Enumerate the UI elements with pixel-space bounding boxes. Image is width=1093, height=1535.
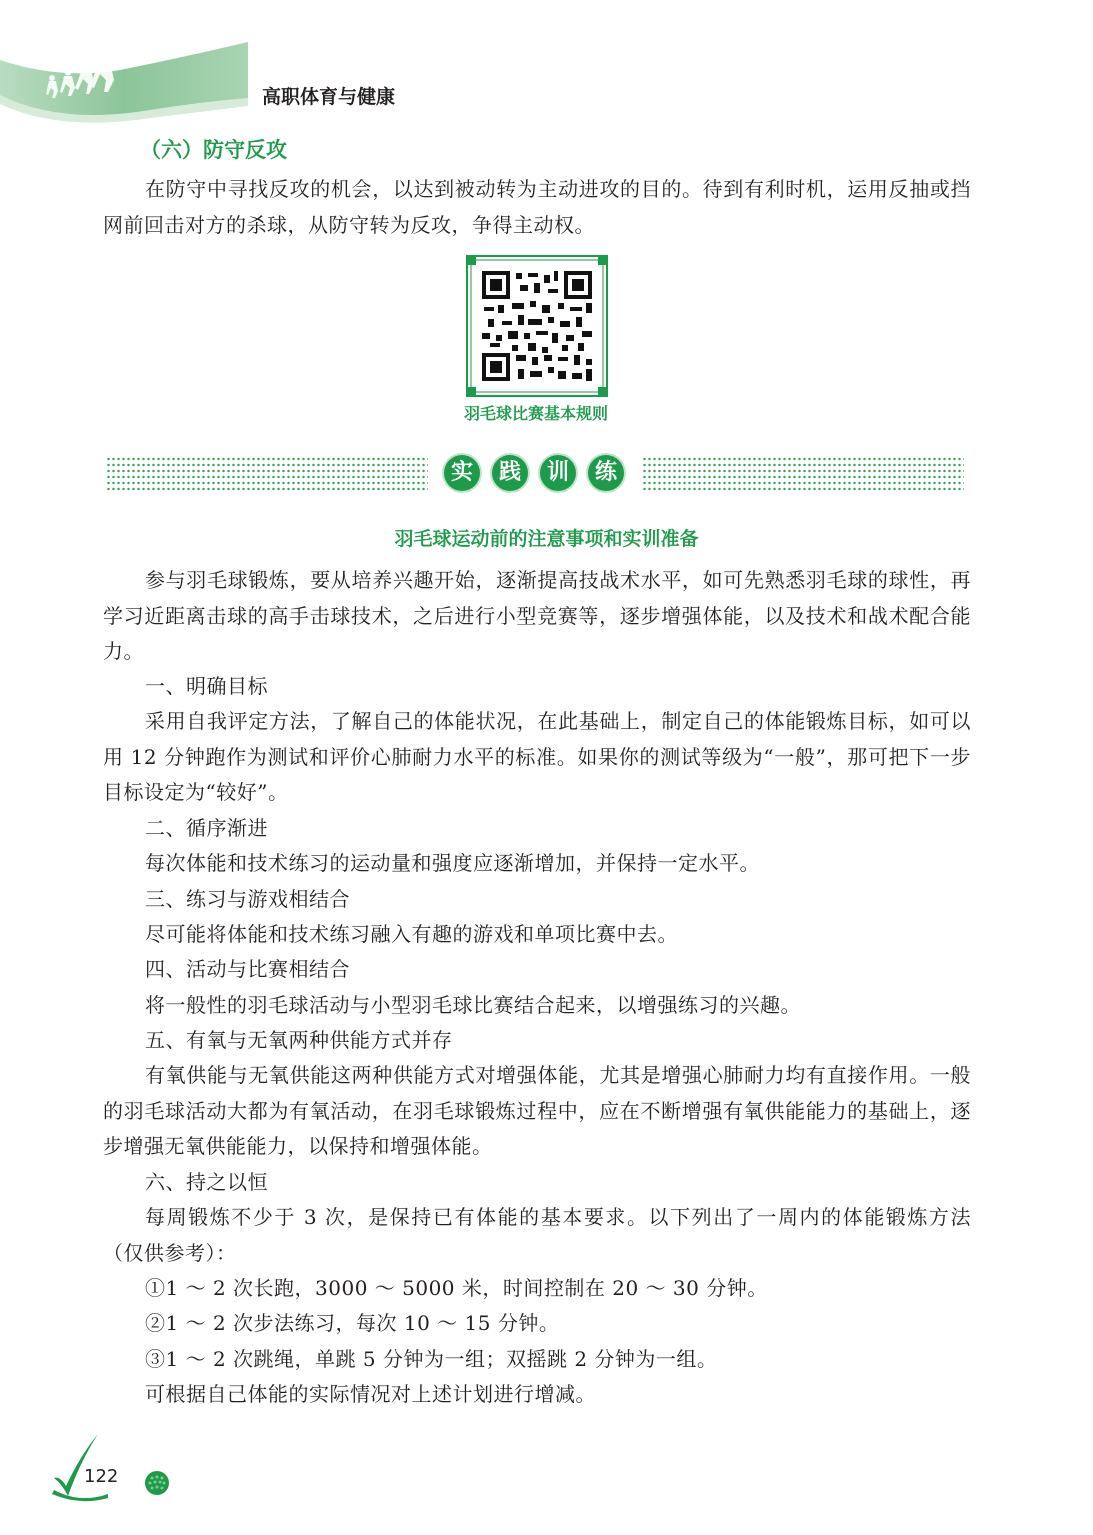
item-2-body: 每次体能和技术练习的运动量和强度应逐渐增加，并保持一定水平。 — [145, 851, 760, 875]
plan-item-2: ②1 ～ 2 次步法练习，每次 10 ～ 15 分钟。 — [145, 1311, 560, 1335]
closing-text: 可根据自己体能的实际情况对上述计划进行增减。 — [145, 1382, 596, 1406]
plan-item-1: ①1 ～ 2 次长跑，3000 ～ 5000 米，时间控制在 20 ～ 30 分钟。 — [145, 1276, 768, 1300]
plan-item-3: ③1 ～ 2 次跳绳，单跳 5 分钟为一组；双摇跳 2 分钟为一组。 — [145, 1347, 718, 1371]
section-body: 在防守中寻找反攻的机会，以达到被动转为主动进攻的目的。待到有利时机，运用反抽或挡网前回击对方的杀球，从防守转为反攻，争得主动权。 — [103, 177, 971, 237]
banner-dots-left — [106, 456, 428, 474]
golf-ball-icon — [144, 1470, 170, 1496]
practice-intro: 参与羽毛球锻炼，要从培养兴趣开始，逐渐提高技战术水平，如可先熟悉羽毛球的球性，再学习近距离击球的高手击球技术，之后进行小型竞赛等，逐步增强体能，以及技术和战术配合能力。 — [103, 568, 971, 663]
banner-char-2: 践 — [492, 455, 528, 491]
item-3-body: 尽可能将体能和技术练习融入有趣的游戏和单项比赛中去。 — [145, 922, 678, 946]
item-5-title: 五、有氧与无氧两种供能方式并存 — [145, 1028, 453, 1052]
item-1-body: 采用自我评定方法，了解自己的体能状况，在此基础上，制定自己的体能锻炼目标，如可以用 12 分钟跑作为测试和评价心肺耐力水平的标准。如果你的测试等级为“一般”，那可把下一步目标设定为“较好”。 — [103, 709, 971, 804]
qr-caption: 羽毛球比赛基本规则 — [463, 404, 608, 423]
page-number: 122 — [84, 1466, 119, 1487]
item-6-title: 六、持之以恒 — [145, 1170, 268, 1194]
practice-title: 羽毛球运动前的注意事项和实训准备 — [394, 528, 699, 550]
qr-code-icon — [466, 255, 608, 397]
item-1-title: 一、明确目标 — [145, 674, 268, 698]
banner-char-3: 训 — [540, 455, 576, 491]
banner-dots-right — [642, 456, 964, 474]
item-6-body: 每周锻炼不少于 3 次，是保持已有体能的基本要求。以下列出了一周内的体能锻炼方法（仅供参考）： — [103, 1205, 971, 1265]
banner-char-1: 实 — [444, 455, 480, 491]
item-2-title: 二、循序渐进 — [145, 816, 268, 840]
item-5-body: 有氧供能与无氧供能这两种供能方式对增强体能，尤其是增强心肺耐力均有直接作用。一般的羽毛球活动大都为有氧活动，在羽毛球锻炼过程中，应在不断增强有氧供能能力的基础上，逐步增强无氧供能能力，以保持和增强体能。 — [103, 1063, 971, 1158]
item-4-title: 四、活动与比赛相结合 — [145, 957, 350, 981]
banner-char-4: 练 — [588, 455, 624, 491]
banner-dots-left-lower — [106, 474, 428, 492]
item-3-title: 三、练习与游戏相结合 — [145, 887, 350, 911]
item-4-body: 将一般性的羽毛球活动与小型羽毛球比赛结合起来，以增强练习的兴趣。 — [145, 993, 801, 1017]
header-runners-art — [0, 40, 250, 130]
section-heading: （六）防守反攻 — [140, 138, 287, 162]
banner-dots-right-lower — [642, 474, 964, 492]
book-title: 高职体育与健康 — [262, 86, 396, 108]
